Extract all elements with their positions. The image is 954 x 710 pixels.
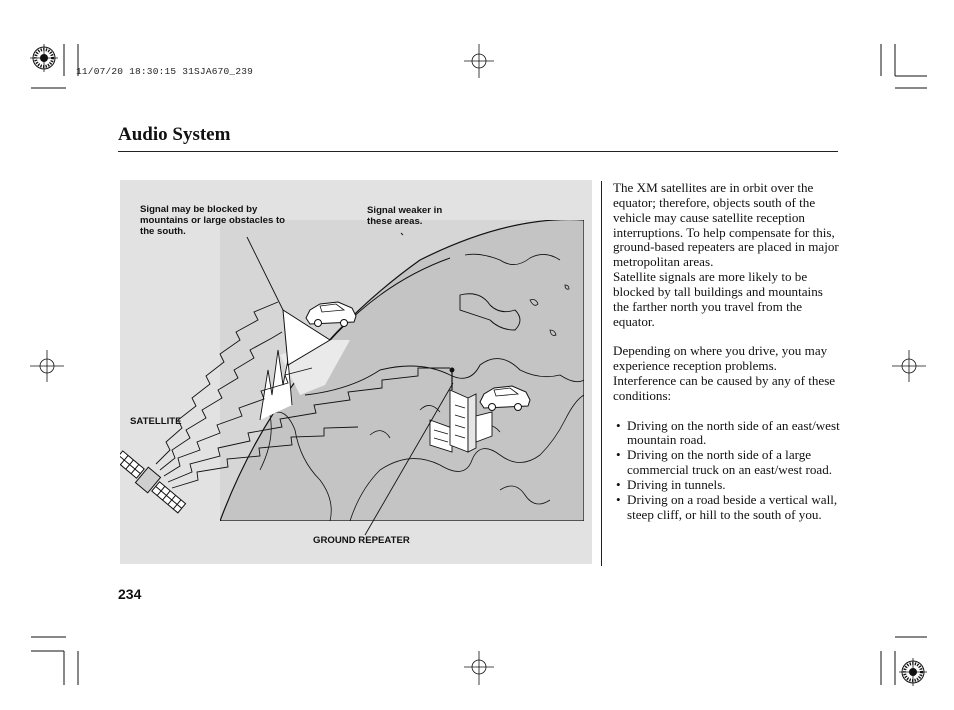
- caption-weaker-signal: Signal weaker in these areas.: [367, 205, 443, 227]
- list-item: • Driving on a road beside a vertical wall, steep cliff, or hill to the south of you.: [616, 491, 838, 522]
- bullet-icon: •: [616, 417, 621, 433]
- section-title: Audio System: [118, 124, 231, 145]
- satellite-diagram: [120, 180, 592, 564]
- registration-target-icon: [899, 658, 927, 686]
- column-rule: [601, 181, 602, 566]
- paragraph-xm-satellites: The XM satellites are in orbit over the equator; therefore, objects south of the vehicle may cause satellite reception interruptions. To help compensate for this, ground-based repeaters are placed in major metropolitan areas.: [613, 180, 839, 270]
- satellite-illustration: [120, 180, 592, 564]
- list-item: • Driving on the north side of a large commercial truck on an east/west road.: [616, 447, 833, 478]
- conditions-list: [613, 419, 841, 523]
- paragraph-blocked-signals: Satellite signals are more likely to be blocked by tall buildings and mountains the farther north you travel from the equator.: [613, 269, 823, 329]
- paragraph-reception-problems: Depending on where you drive, you may experience reception problems. Interference can be caused by any of these conditions:: [613, 343, 836, 403]
- print-stamp: 11/07/20 18:30:15 31SJA670_239: [76, 66, 254, 77]
- bullet-icon: •: [616, 476, 621, 492]
- title-rule: [118, 151, 838, 152]
- page-number: 234: [118, 586, 142, 602]
- bullet-icon: •: [616, 447, 621, 463]
- caption-blocked-signal: Signal may be blocked by mountains or large obstacles to the south.: [140, 204, 286, 237]
- caption-satellite: SATELLITE: [130, 416, 182, 427]
- caption-ground-repeater: GROUND REPEATER: [313, 535, 410, 546]
- registration-target-icon: [30, 44, 58, 72]
- list-item: • Driving on the north side of an east/west mountain road.: [616, 417, 840, 448]
- bullet-icon: •: [616, 491, 621, 507]
- body-text: [613, 181, 841, 522]
- list-item: • Driving in tunnels.: [616, 476, 726, 492]
